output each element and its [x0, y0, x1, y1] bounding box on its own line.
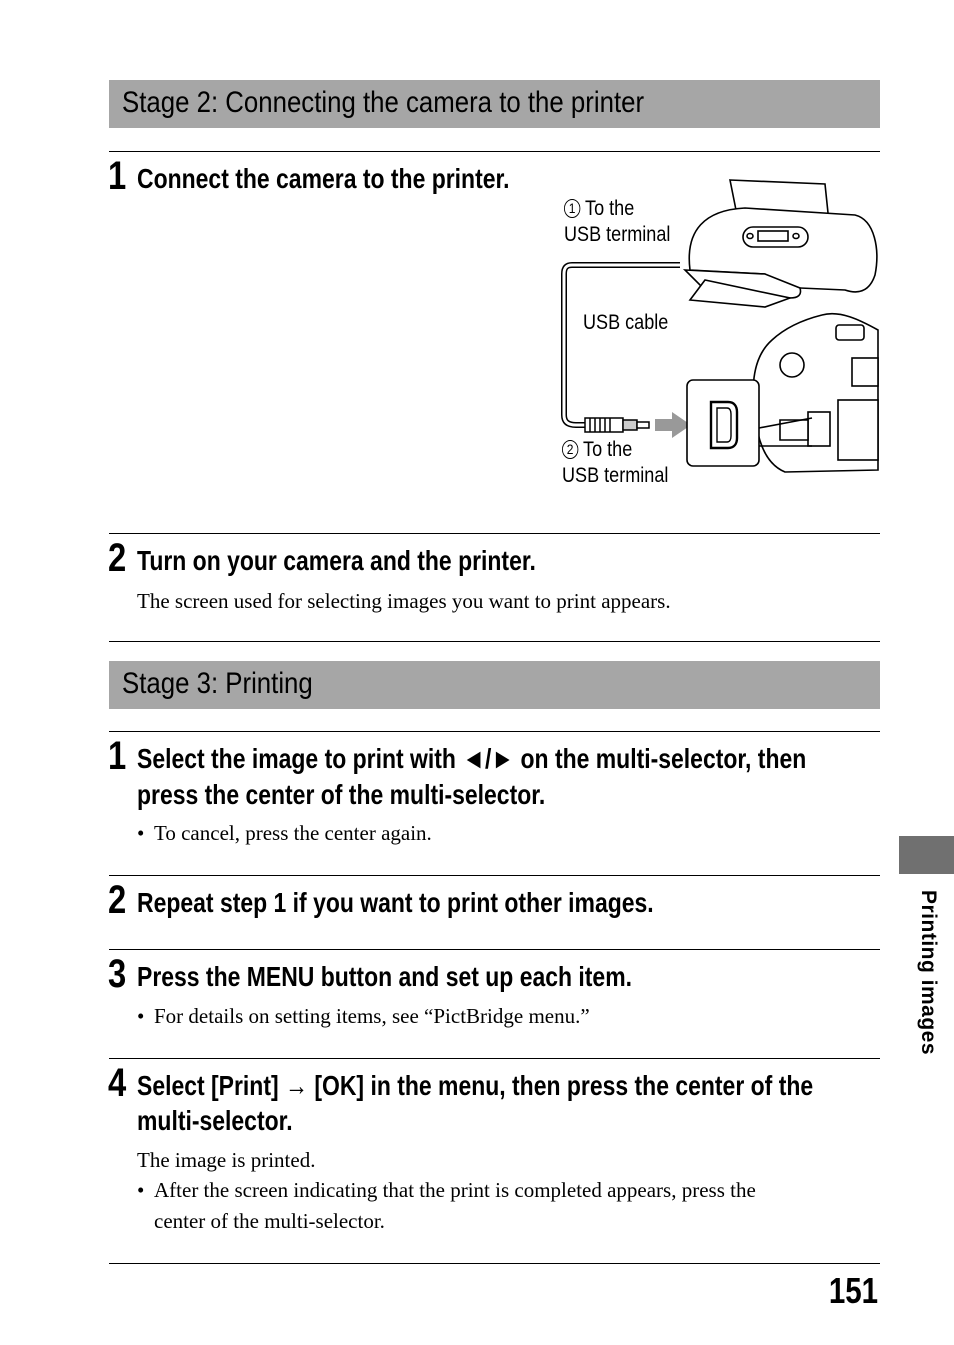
bullet-text-line2: center of the multi-selector. — [154, 1209, 385, 1233]
step-heading: Press the MENU button and set up each item. — [137, 961, 632, 992]
divider — [109, 641, 880, 642]
bullet-glyph: • — [137, 1178, 145, 1202]
step-number: 1 — [108, 154, 127, 198]
divider — [109, 151, 880, 152]
step-heading-line1: Select the image to print with ◄/► on the multi-selector, then — [137, 743, 807, 774]
step-number: 3 — [108, 952, 127, 996]
label-printer-terminal-line2: USB terminal — [564, 223, 671, 246]
divider — [109, 731, 880, 732]
step-body: The screen used for selecting images you want to print appears. — [137, 589, 671, 613]
divider — [109, 1058, 880, 1059]
step-heading: Connect the camera to the printer. — [137, 163, 510, 194]
step-heading: Turn on your camera and the printer. — [137, 545, 536, 576]
step-heading-line2: multi-selector. — [137, 1105, 293, 1136]
step-heading-line1: Select [Print] → [OK] in the menu, then press the center of the — [137, 1070, 814, 1101]
stage2-title: Stage 2: Connecting the camera to the printer — [122, 86, 645, 119]
printer-icon — [685, 180, 877, 307]
divider — [109, 1263, 880, 1264]
stage3-banner — [109, 661, 880, 709]
stage2-banner — [109, 80, 880, 128]
usb-plug-icon — [585, 418, 649, 432]
step-number: 2 — [108, 878, 127, 922]
step-body: The image is printed. — [137, 1148, 316, 1172]
label-usb-cable: USB cable — [583, 311, 669, 334]
step-heading-line2: press the center of the multi-selector. — [137, 779, 546, 810]
label-line: To the — [583, 438, 633, 461]
bullet-text: For details on setting items, see “PictBridge menu.” — [154, 1004, 590, 1028]
divider — [109, 533, 880, 534]
circled-number: 1 — [564, 199, 580, 218]
camera-icon — [753, 314, 878, 472]
label-printer-terminal — [564, 196, 634, 222]
step-number: 2 — [108, 536, 127, 580]
circled-number: 2 — [562, 440, 578, 459]
step-number: 4 — [108, 1061, 127, 1105]
label-camera-terminal — [562, 437, 632, 463]
page-number: 151 — [828, 1270, 878, 1311]
bullet-glyph: • — [137, 1004, 145, 1028]
divider — [109, 949, 880, 950]
arrow-right-icon — [655, 412, 691, 438]
bullet-text-line1: After the screen indicating that the print is completed appears, press the — [154, 1178, 756, 1202]
stage3-title: Stage 3: Printing — [122, 667, 313, 700]
label-line: To the — [585, 197, 635, 220]
label-camera-terminal-line2: USB terminal — [562, 464, 669, 487]
step-number: 1 — [108, 734, 127, 778]
section-tab — [899, 836, 954, 874]
divider — [109, 875, 880, 876]
bullet-glyph: • — [137, 821, 145, 845]
step-heading: Repeat step 1 if you want to print other images. — [137, 887, 654, 918]
section-side-label: Printing images — [917, 890, 940, 1056]
bullet-text: To cancel, press the center again. — [154, 821, 432, 845]
